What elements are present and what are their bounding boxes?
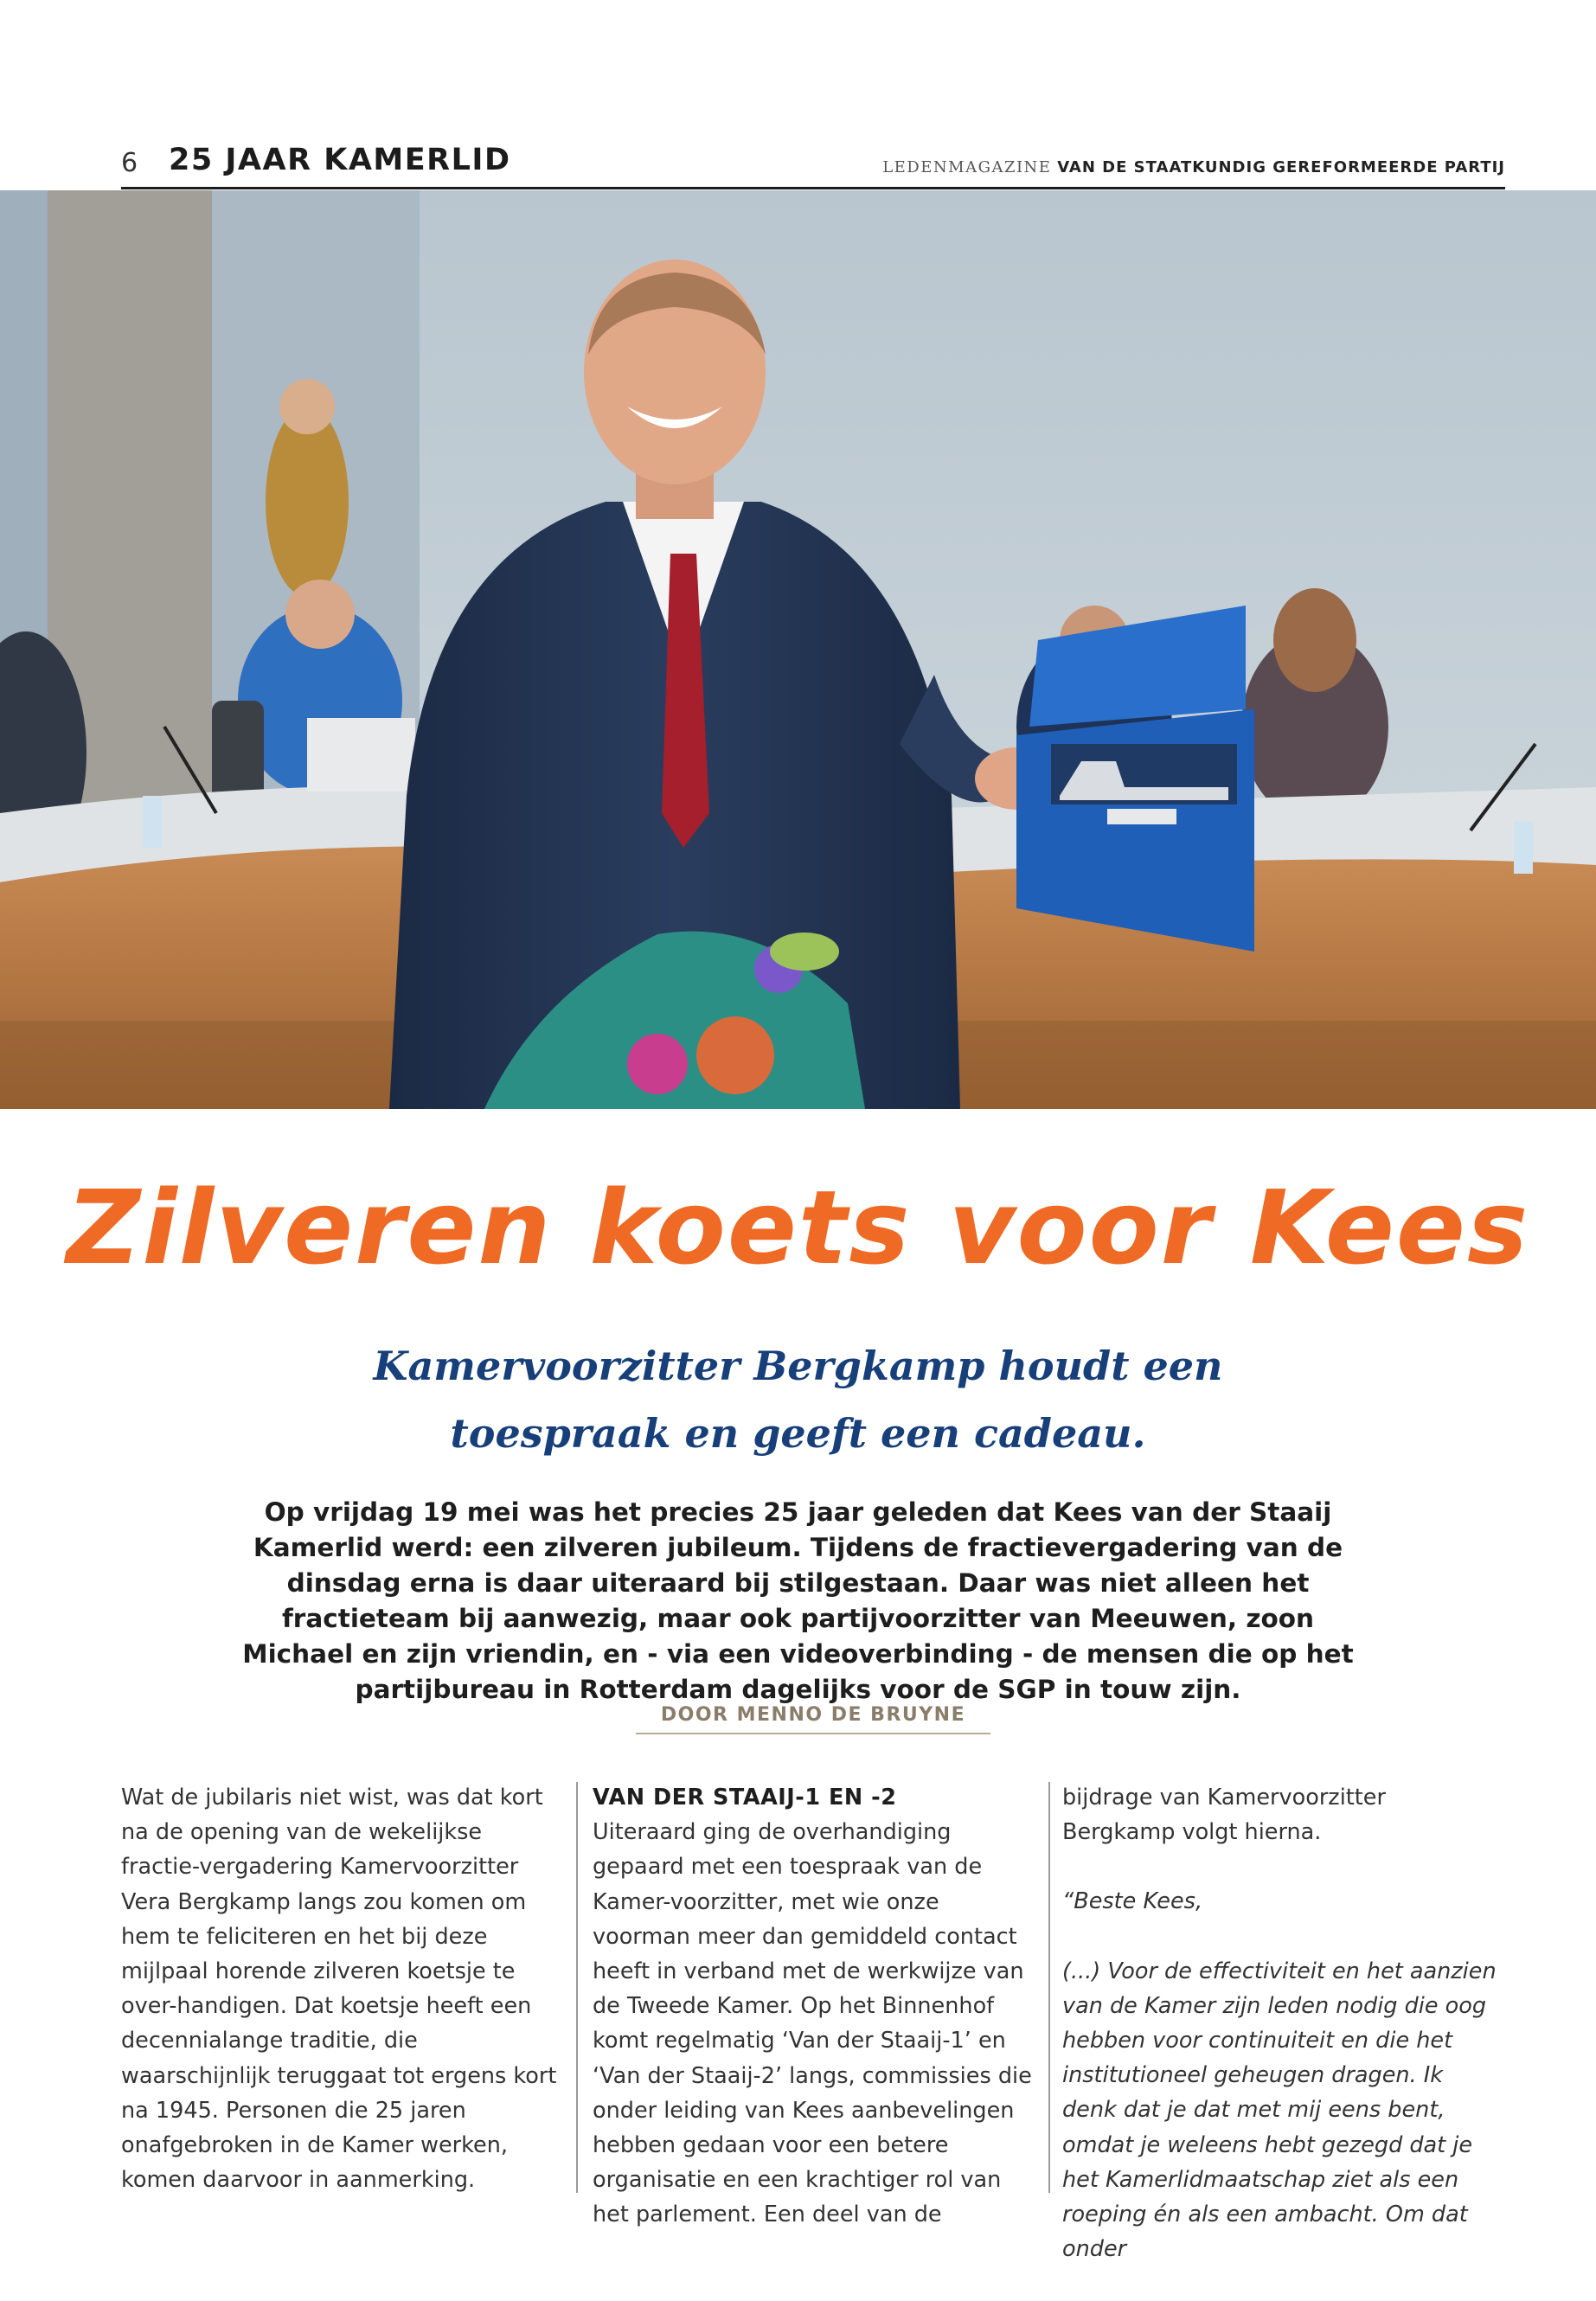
magazine-name-light: LEDENMAGAZINE	[882, 158, 1052, 176]
header-rule	[121, 187, 1505, 189]
column-3	[1062, 1780, 1503, 2266]
magazine-name	[882, 158, 1505, 176]
quote-salutation: “Beste Kees,	[1062, 1888, 1203, 1915]
section-title: 25 JAAR KAMERLID	[169, 143, 511, 177]
column-2-heading: VAN DER STAAIJ-1 EN -2	[593, 1785, 897, 1811]
article-title: Zilveren koets voor Kees	[66, 1168, 1530, 1287]
article-byline: DOOR MENNO DE BRUYNE	[636, 1704, 990, 1734]
article-intro: Op vrijdag 19 mei was het precies 25 jaar geleden dat Kees van der Staaij Kamerlid werd: een zilveren jubileum. Tijdens de fractievergadering van de dinsdag erna is daar uiteraard bij stilgestaan. Daar was niet alleen het fractieteam bij aanwezig, maar ook partijvoorzitter van Meeuwen, zoon Michael en zijn vriendin, en - via een videoverbinding - de mensen die op het partijbureau in Rotterdam dagelijks voor de SGP in touw zijn.	[242, 1497, 1354, 1704]
article-subtitle: Kamervoorzitter Bergkamp houdt een toespraak en geeft een cadeau.	[373, 1343, 1223, 1457]
column-1	[121, 1780, 562, 2197]
column-divider-2	[1048, 1782, 1050, 2193]
column-3-text: bijdrage van Kamervoorzitter Bergkamp volgt hierna.	[1062, 1785, 1386, 1846]
column-1-text: Wat de jubilaris niet wist, was dat kort na de opening van de wekelijkse fractie-vergadering Kamervoorzitter Vera Bergkamp langs zou komen om hem te feliciteren en het bij deze mijlpaal horende zilveren koetsje te over-handigen. Dat koetsje heeft een decennialange traditie, die waarschijnlijk teruggaat tot ergens kort na 1945. Personen die 25 jaren onafgebroken in de Kamer werken, komen daarvoor in aanmerking.	[121, 1785, 557, 2194]
hero-photo	[0, 190, 1596, 1109]
page-number: 6	[121, 148, 138, 178]
magazine-name-bold: VAN DE STAATKUNDIG GEREFORMEERDE PARTIJ	[1057, 158, 1505, 176]
paragraph-gap	[1062, 1920, 1503, 1954]
column-2-text: Uiteraard ging de overhandiging gepaard met een toespraak van de Kamer-voorzitter, met wie onze voorman meer dan gemiddeld contact heeft in verband met de werkwijze van de Tweede Kamer. Op het Binnenhof komt regelmatig ‘Van der Staaij-1’ en ‘Van der Staaij-2’ langs, commissies die onder leiding van Kees aanbevelingen hebben gedaan voor een betere organisatie en een krachtiger rol van het parlement. Een deel van de	[593, 1819, 1032, 2228]
running-header	[121, 143, 1505, 189]
quote-text: (...) Voor de effectiviteit en het aanzien van de Kamer zijn leden nodig die oog hebben voor continuiteit en die het institutioneel geheugen dragen. Ik denk dat je dat met mij eens bent, omdat je weleens hebt gezegd dat je het Kamerlidmaatschap ziet als een roeping én als een ambacht. Om dat onder	[1062, 1958, 1497, 2263]
column-divider-1	[576, 1782, 578, 2193]
column-2	[593, 1780, 1034, 2233]
paragraph-gap	[1062, 1849, 1503, 1884]
